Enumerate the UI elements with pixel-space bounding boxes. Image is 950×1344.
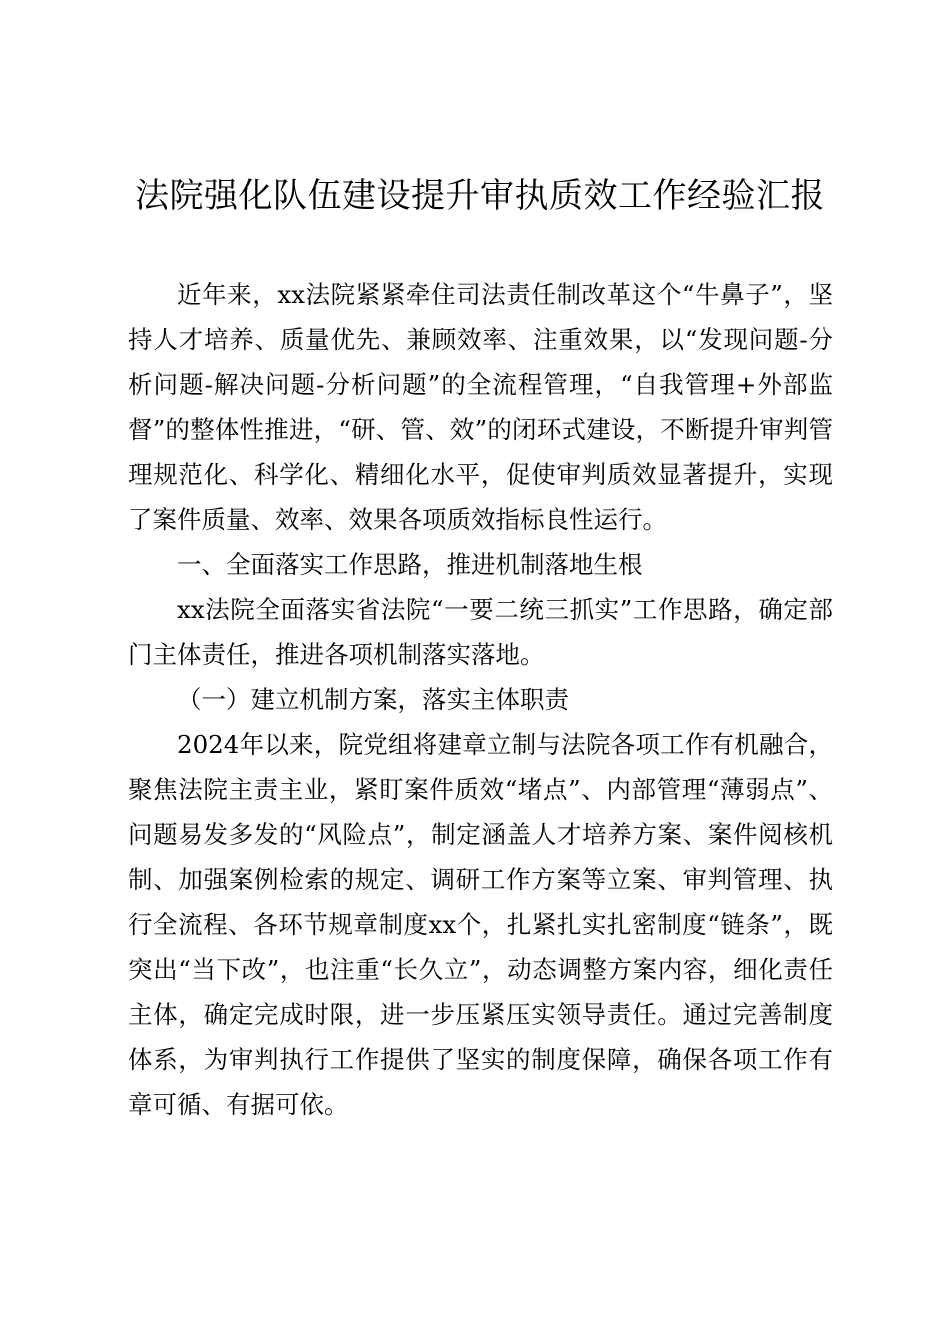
intro-paragraph: 近年来，xx法院紧紧牵住司法责任制改革这个“牛鼻子”，坚持人才培养、质量优先、兼顾效率、注重效果，以“发现问题-分析问题-解决问题-分析问题”的全流程管理，“自我管理+外部监督”的整体性推进，“研、管、效”的闭环式建设，不断提升审判管理规范化、科学化、精细化水平，促使审判质效显著提升，实现了案件质量、效率、效果各项质效指标良性运行。	[128, 280, 833, 534]
section-heading: 一、全面落实工作思路，推进机制落地生根	[177, 550, 643, 579]
subsection-paragraph: 2024年以来，院党组将建章立制与法院各项工作有机融合，聚焦法院主责主业，紧盯案件质效“堵点”、内部管理“薄弱点”、问题易发多发的“风险点”，制定涵盖人才培养方案、案件阅核机制、加强案例检索的规定、调研工作方案等立案、审判管理、执行全流程、各环节规章制度xx个，扎紧扎实扎密制度“链条”，既突出“当下改”，也注重“长久立”，动态调整方案内容，细化责任主体，确定完成时限，进一步压紧压实领导责任。通过完善制度体系，为审判执行工作提供了坚实的制度保障，确保各项工作有章可循、有据可依。	[128, 730, 833, 1119]
document-title: 法院强化队伍建设提升审执质效工作经验汇报	[135, 176, 825, 216]
subsection-heading: （一）建立机制方案，落实主体职责	[177, 685, 569, 714]
document-body	[128, 272, 833, 1127]
section-paragraph: xx法院全面落实省法院“一要二统三抓实”工作思路，确定部门主体责任，推进各项机制落实落地。	[128, 595, 833, 669]
